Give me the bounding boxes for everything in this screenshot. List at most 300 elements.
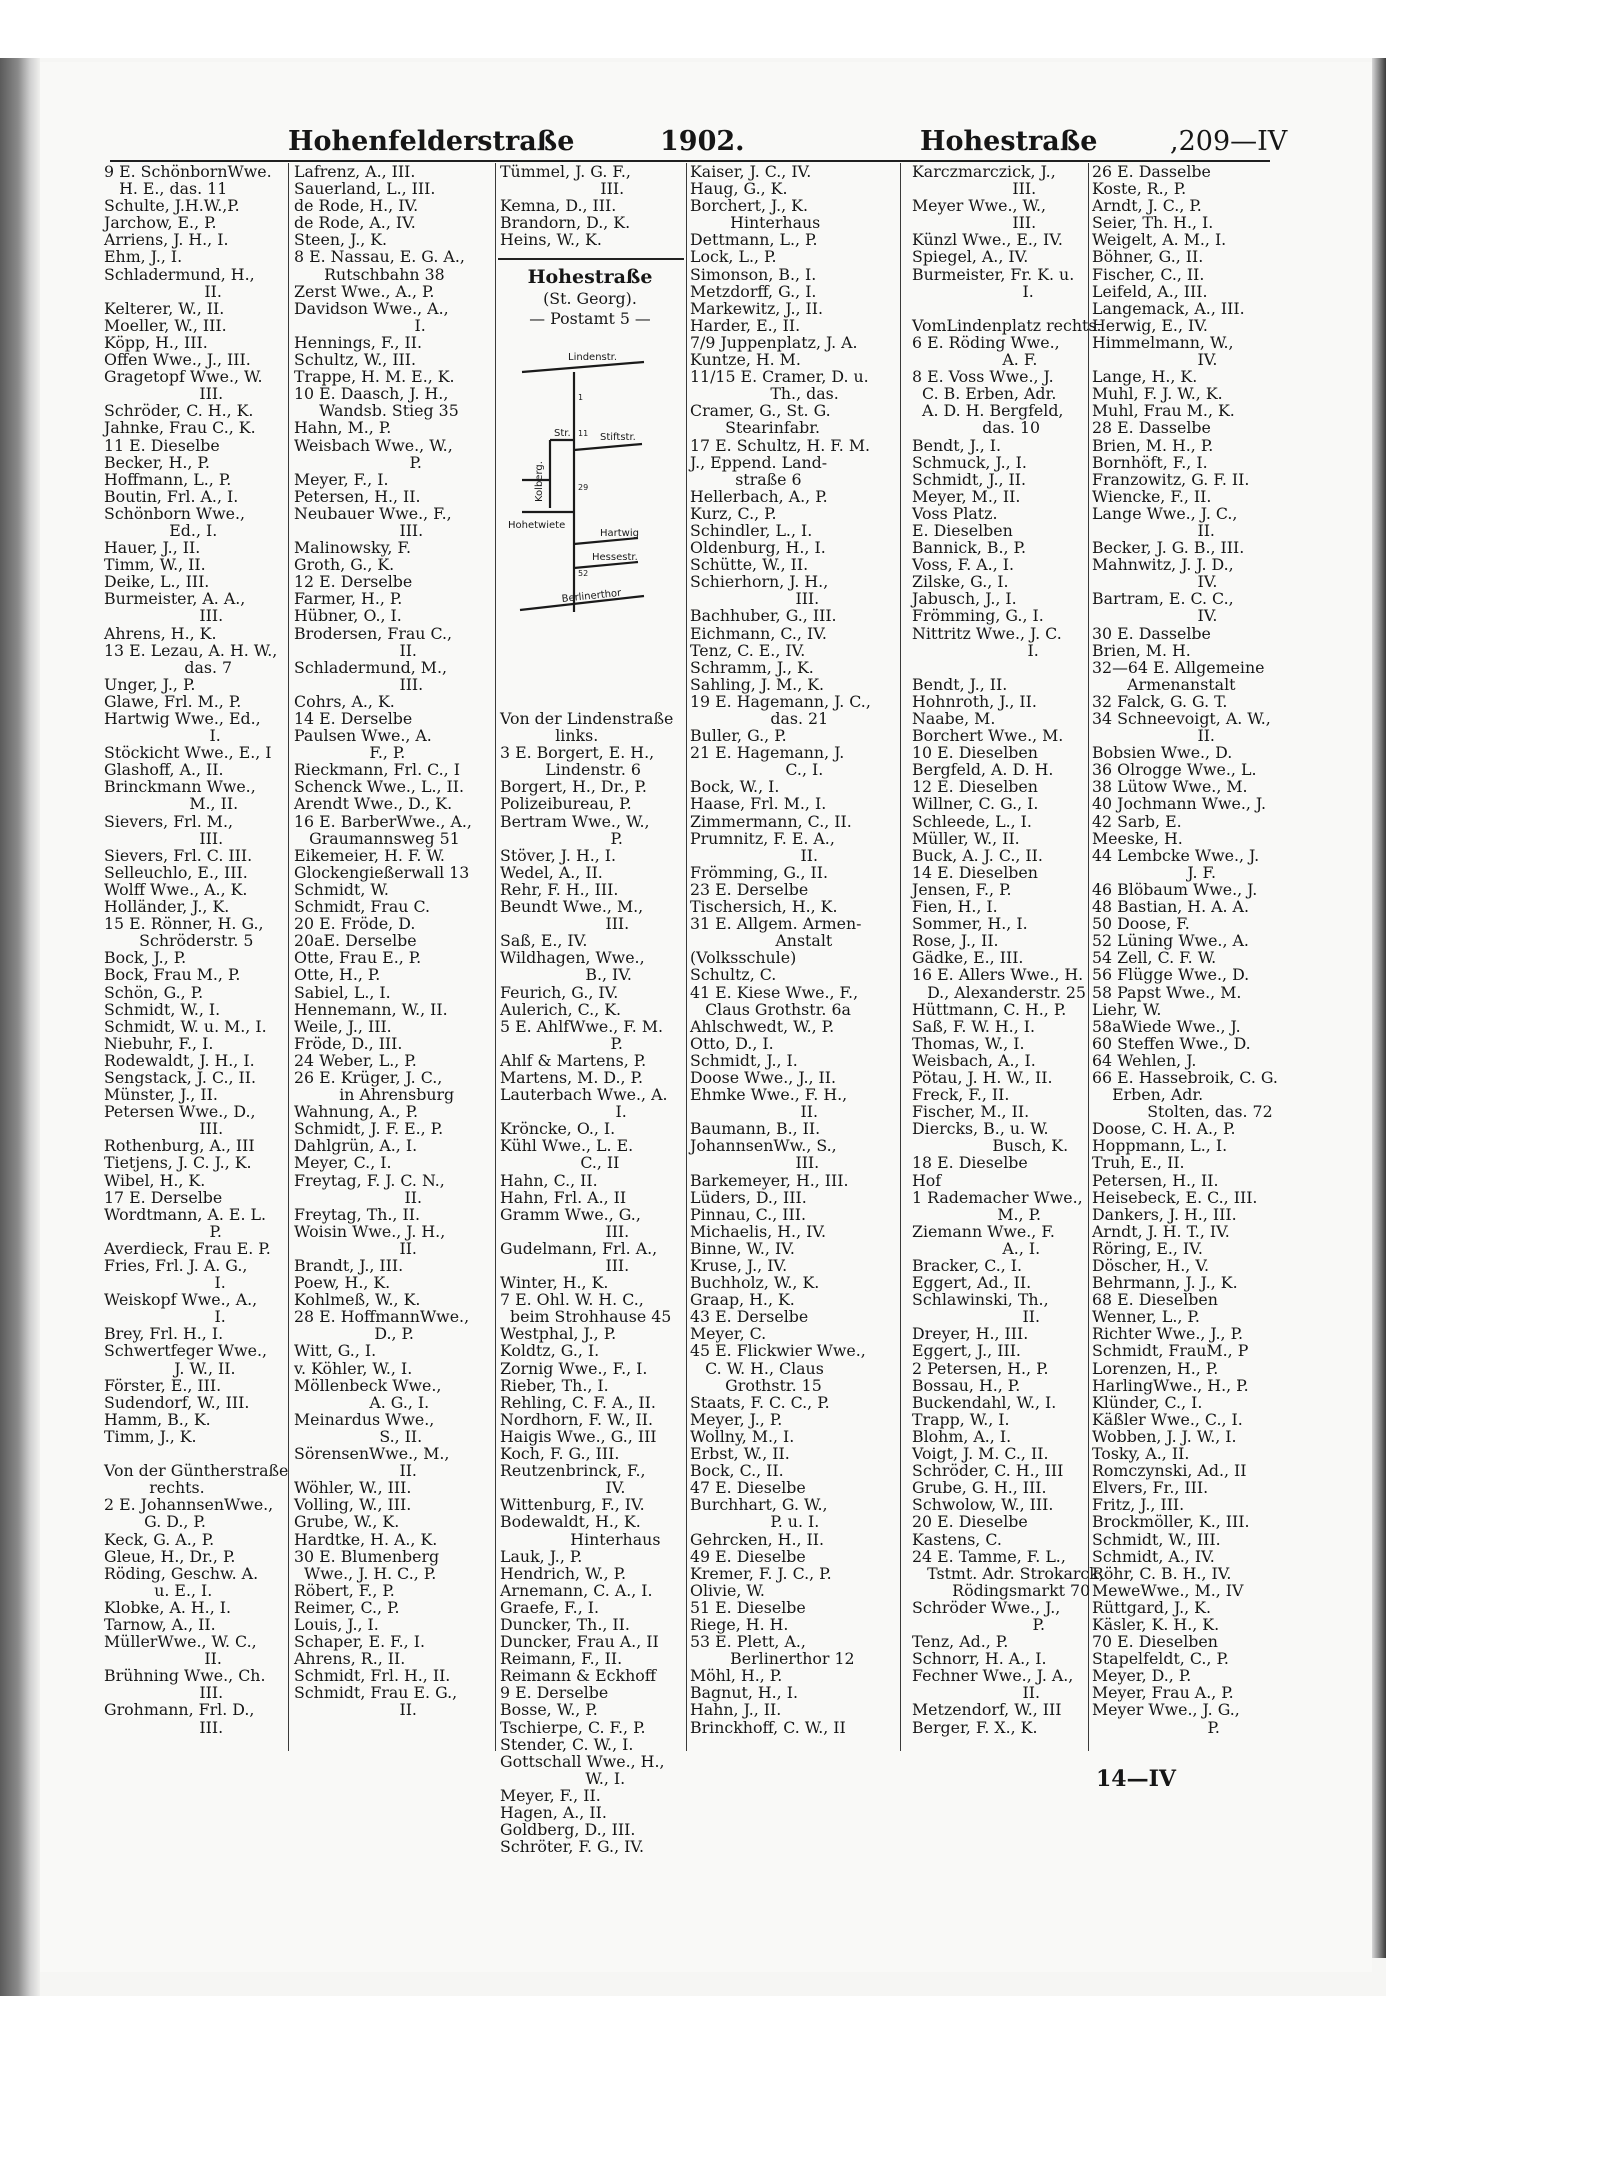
directory-entry-line: Cohrs, A., K. (294, 691, 395, 711)
directory-entry-line: Brodersen, Frau C., (294, 623, 453, 643)
directory-entry-line: Graefe, F., I. (500, 1597, 600, 1617)
directory-column-6 (1092, 163, 1282, 1736)
directory-entry-line: 64 Wehlen, J. (1092, 1050, 1197, 1070)
directory-entry-line: Gramm Wwe., G., (500, 1204, 641, 1224)
directory-entry-line: Stöckicht Wwe., E., I (104, 743, 272, 763)
directory-entry-line: Arndt, J. C., P. (1092, 196, 1202, 216)
directory-entry-line: Schwolow, W., III. (912, 1495, 1054, 1515)
directory-entry-line: Schierhorn, J. H., (690, 572, 829, 592)
directory-entry-line: Reimann, F., II. (500, 1649, 623, 1669)
directory-entry-line: Stender, C. W., I. (500, 1734, 634, 1754)
directory-entry-line: Lorenzen, H., P. (1092, 1358, 1219, 1378)
directory-entry-line: III. (500, 1221, 630, 1241)
directory-entry-line: M., P. (912, 1204, 1042, 1224)
directory-entry-line: Lock, L., P. (690, 247, 777, 267)
directory-entry-line: Förster, E., III. (104, 1375, 222, 1395)
directory-entry-line: Schleede, L., I. (912, 811, 1032, 831)
directory-entry-line: links. (500, 726, 599, 746)
directory-entry-line: 41 E. Kiese Wwe., F., (690, 982, 859, 1002)
directory-entry-line: Naabe, M. (912, 709, 996, 728)
directory-entry-line: G. D., P. (104, 1512, 206, 1532)
map-house-number: 11 (578, 429, 589, 438)
footer-page-code: 14—IV (1096, 1766, 1176, 1792)
map-label-str: Str. (554, 428, 571, 439)
directory-entry-line: 23 E. Derselbe (690, 879, 809, 899)
map-label-hartwig: Hartwig (600, 528, 639, 539)
street-heading-block (500, 265, 680, 329)
directory-entry-line: Stapelfeldt, C., P. (1092, 1649, 1229, 1669)
directory-entry-line: 58 Papst Wwe., M. (1092, 982, 1242, 1002)
directory-entry-line: Tietjens, J. C. J., K. (104, 1153, 252, 1173)
directory-entry-line: Voigt, J. M. C., II. (912, 1444, 1049, 1464)
directory-entry-line: Busch, K. (912, 1136, 1069, 1156)
directory-entry-line: 50 Doose, F. (1092, 914, 1190, 934)
directory-entry-line: 26 E. Krüger, J. C., (294, 1067, 443, 1087)
directory-entry-line: 24 E. Tamme, F. L., (912, 1546, 1066, 1566)
directory-entry-line: Brien, M. H. (1092, 640, 1191, 660)
page-edge-shadow (1372, 58, 1386, 1958)
directory-entry-line: Gudelmann, Frl. A., (500, 1238, 658, 1258)
directory-entry-line: Wollny, M., I. (690, 1426, 795, 1446)
directory-entry-line: 38 Lütow Wwe., M. (1092, 777, 1248, 797)
directory-entry-line: Wobben, J. J. W., I. (1092, 1426, 1237, 1446)
directory-entry-line: Schladermund, M., (294, 657, 448, 677)
directory-entry-line: Tenz, C. E., IV. (690, 640, 806, 660)
directory-entry-line: Arendt Wwe., D., K. (294, 794, 453, 814)
directory-entry-line: Arndt, J. H. T., IV. (1092, 1221, 1230, 1241)
directory-entry-line: Poew, H., K. (294, 1273, 391, 1293)
street-heading-postamt: — Postamt 5 — (529, 309, 651, 328)
directory-entry-line: II. (690, 1102, 818, 1122)
directory-entry-line: IV. (1092, 350, 1218, 370)
directory-entry-line: Saß, F. W. H., I. (912, 1016, 1035, 1036)
directory-entry-line: Kröncke, O., I. (500, 1119, 616, 1139)
directory-entry-line: 5 E. AhlfWwe., F. M. (500, 1016, 664, 1036)
directory-entry-line: Bock, W., I. (690, 777, 780, 797)
directory-entry-line: Burchhart, G. W., (690, 1495, 828, 1515)
directory-entry-line: 30 E. Dasselbe (1092, 623, 1211, 643)
directory-entry-line: P. (1092, 1717, 1220, 1737)
directory-entry-line: Diercks, B., u. W. (912, 1119, 1049, 1139)
directory-entry-line: Spiegel, A., IV. (912, 247, 1029, 267)
directory-entry-line: Koldtz, G., I. (500, 1341, 600, 1361)
directory-entry-line: Käßler Wwe., C., I. (1092, 1409, 1243, 1429)
directory-entry-line: Tenz, Ad., P. (912, 1632, 1009, 1652)
directory-entry-line: Hoffmann, L., P. (104, 469, 232, 489)
directory-column-2 (294, 163, 494, 1719)
directory-entry-line: 12 E. Dieselben (912, 777, 1038, 797)
directory-entry-line: J. F. (1092, 862, 1217, 882)
directory-entry-line: Richter Wwe., J., P. (1092, 1324, 1244, 1344)
directory-entry-line: Glockengießerwall 13 (294, 862, 470, 882)
directory-entry-line: Grube, W., K. (294, 1512, 400, 1532)
directory-entry-line: Muhl, F. J. W., K. (1092, 384, 1223, 404)
directory-entry-line: Weisbach Wwe., W., (294, 435, 453, 455)
directory-entry-line: Olivie, W. (690, 1580, 765, 1600)
directory-entry-line: Eichmann, C., IV. (690, 623, 827, 643)
directory-entry-line: Herwig, E., IV. (1092, 315, 1208, 335)
directory-entry-line: Freytag, Th., II. (294, 1204, 420, 1224)
directory-entry-line: Petersen, H., II. (294, 486, 421, 506)
directory-entry-line: Rose, J., II. (912, 931, 999, 951)
directory-entry-line: 7 E. Ohl. W. H. C., (500, 1290, 644, 1310)
directory-entry-line: 13 E. Lezau, A. H. W., (104, 640, 278, 660)
directory-entry-line: Gottschall Wwe., H., (500, 1751, 665, 1771)
directory-entry-line: Hamm, B., K. (104, 1409, 211, 1429)
directory-entry-line: Deike, L., III. (104, 572, 210, 592)
directory-entry-line (104, 1445, 264, 1462)
directory-entry-line: 43 E. Derselbe (690, 1307, 809, 1327)
directory-entry-line: Staats, F. C. C., P. (690, 1392, 830, 1412)
directory-entry-line: Berlinerthor 12 (690, 1649, 855, 1669)
directory-entry-line: 16 E. Allers Wwe., H. (912, 965, 1084, 985)
directory-entry-line: III. (690, 589, 820, 609)
directory-entry-line: Truh, E., II. (1092, 1153, 1185, 1173)
directory-entry-line: Borchert, J., K. (690, 196, 808, 216)
directory-entry-line: Meyer, M., II. (912, 486, 1021, 506)
directory-entry-line: 8 E. Nassau, E. G. A., (294, 247, 465, 267)
directory-entry-line: Dahlgrün, A., I. (294, 1136, 418, 1156)
directory-entry-line: 9 E. SchönbornWwe. (104, 162, 272, 181)
directory-entry-line: Th., das. (690, 384, 839, 404)
directory-entry-line: Glawe, Frl. M., P. (104, 691, 242, 711)
directory-entry-line: 45 E. Flickwier Wwe., (690, 1341, 866, 1361)
directory-entry-line: Markewitz, J., II. (690, 298, 824, 318)
directory-entry-line: Glashoff, A., II. (104, 760, 224, 780)
directory-entry-line: 47 E. Dieselbe (690, 1478, 806, 1498)
directory-entry-line: Fien, H., I. (912, 897, 998, 917)
directory-entry-line: 17 E. Schultz, H. F. M. (690, 435, 871, 455)
directory-entry-line: Schütte, W., II. (690, 555, 809, 575)
directory-entry-line (912, 659, 1092, 676)
directory-entry-line: Hendrich, W., P. (500, 1563, 627, 1583)
map-label-kolberg: Kolberg. (534, 461, 545, 502)
directory-entry-line: Arriens, J. H., I. (104, 230, 229, 250)
directory-entry-line: Sievers, Frl. M., (104, 811, 234, 831)
directory-entry-line: Barkemeyer, H., III. (690, 1170, 849, 1190)
directory-entry-line: Schmidt, Frl. H., II. (294, 1666, 451, 1686)
directory-entry-line: Brien, M. H., P. (1092, 435, 1214, 455)
directory-entry-line: Kühl Wwe., L. E. (500, 1136, 634, 1156)
book-gutter-shadow (0, 58, 40, 1996)
directory-entry-line: Ahrens, H., K. (104, 623, 217, 643)
directory-entry-line: Röring, E., IV. (1092, 1238, 1203, 1258)
directory-entry-line: Schönborn Wwe., (104, 503, 246, 523)
directory-entry-line: B., IV. (500, 965, 632, 985)
directory-entry-line: Bodewaldt, H., K. (500, 1512, 641, 1532)
directory-entry-line: III. (104, 828, 224, 848)
directory-entry-line: Haug, G., K. (690, 179, 788, 199)
directory-entry-line: Trappe, H. M. E., K. (294, 367, 455, 387)
directory-entry-line: MeweWwe., M., IV (1092, 1580, 1244, 1600)
directory-entry-line: Wöhler, W., III. (294, 1478, 412, 1498)
directory-entry-line: IV. (500, 1478, 626, 1498)
directory-entry-line: Bornhöft, F., I. (1092, 452, 1208, 472)
directory-entry-line: Rödingsmarkt 70 (912, 1580, 1091, 1600)
directory-entry-line: I. (912, 640, 1039, 660)
column-divider (495, 163, 496, 1751)
directory-entry-line: Bachhuber, G., III. (690, 606, 837, 626)
directory-entry-line: Münster, J., II. (104, 1085, 218, 1105)
directory-entry-line: Heisebeck, E. C., III. (1092, 1187, 1258, 1207)
directory-entry-line: Otto, D., I. (690, 1033, 774, 1053)
directory-entry-line: Riege, H. H. (690, 1614, 789, 1634)
directory-entry-line: Metzdorff, G., I. (690, 281, 817, 301)
directory-entry-line: Winter, H., K. (500, 1273, 609, 1293)
directory-entry-line: Bendt, J., II. (912, 674, 1008, 694)
directory-entry-line: Sahling, J. M., K. (690, 674, 825, 694)
directory-entry-line: Meyer, C. (690, 1324, 767, 1344)
directory-entry-line: 26 E. Dasselbe (1092, 162, 1211, 181)
directory-entry-line: Wibel, H., K. (104, 1170, 206, 1190)
directory-entry-line: S., II. (294, 1426, 423, 1446)
directory-entry-line: Prumnitz, F. E. A., (690, 828, 835, 848)
directory-entry-line: 19 E. Hagemann, J. C., (690, 691, 871, 711)
directory-entry-line: Voss Platz. (912, 503, 998, 523)
directory-entry-line: Reimann & Eckhoff (500, 1666, 657, 1686)
directory-entry-line: Kemna, D., III. (500, 196, 617, 216)
directory-entry-line: 7/9 Juppenplatz, J. A. (690, 332, 858, 352)
directory-entry-line: Kurz, C., P. (690, 503, 777, 523)
directory-entry-line: Möllenbeck Wwe., (294, 1375, 442, 1395)
directory-entry-line: Unger, J., P. (104, 674, 196, 694)
map-house-number: 52 (578, 569, 589, 578)
directory-entry-line: Harder, E., II. (690, 315, 801, 335)
map-house-number: 1 (578, 393, 584, 402)
directory-entry-line: Eikemeier, H. F. W. (294, 845, 445, 865)
directory-entry-line: Bertram Wwe., W., (500, 811, 650, 831)
directory-entry-line: Cramer, G., St. G. (690, 401, 831, 421)
map-label-hohetwiete: Hohetwiete (508, 520, 566, 531)
directory-entry-line: 31 E. Allgem. Armen- (690, 914, 862, 934)
directory-entry-line: Schulte, J.H.W.,P. (104, 196, 240, 216)
directory-entry-line: Groth, G., K. (294, 555, 395, 575)
directory-entry-line: 60 Steffen Wwe., D. (1092, 1033, 1251, 1053)
directory-entry-line: Fischer, M., II. (912, 1102, 1030, 1122)
header-right-street: Hohestraße (920, 126, 1098, 157)
directory-entry-line: Petersen, H., II. (1092, 1170, 1219, 1190)
directory-entry-line: Schröderstr. 5 (104, 931, 254, 951)
directory-entry-line: Beundt Wwe., M., (500, 897, 644, 917)
directory-entry-line: de Rode, H., IV. (294, 196, 419, 216)
directory-entry-line: Hahn, M., P. (294, 418, 392, 438)
directory-entry-line: 66 E. Hassebroik, C. G. (1092, 1067, 1278, 1087)
directory-entry-line: Bendt, J., I. (912, 435, 1002, 455)
directory-entry-line: Schenck Wwe., L., II. (294, 777, 465, 797)
directory-entry-line: Jahnke, Frau C., K. (104, 418, 256, 438)
directory-entry-line: I. (500, 1102, 627, 1122)
directory-entry-line: v. Köhler, W., I. (294, 1358, 413, 1378)
directory-entry-line: Trapp, W., I. (912, 1409, 1010, 1429)
directory-entry-line: Tstmt. Adr. Strokarck, (912, 1563, 1104, 1583)
directory-entry-line: 2 Petersen, H., P. (912, 1358, 1049, 1378)
directory-entry-line: Schmidt, A., IV. (1092, 1546, 1215, 1566)
directory-entry-line: Oldenburg, H., I. (690, 538, 826, 558)
directory-column-1 (104, 162, 289, 1737)
street-map (502, 340, 680, 630)
directory-entry-line: Meyer, Frau A., P. (1092, 1683, 1234, 1703)
directory-entry-line: Schmidt, Frau E. G., (294, 1683, 458, 1703)
directory-entry-line: Willner, C. G., I. (912, 794, 1039, 814)
directory-entry-line: 42 Sarb, E. (1092, 811, 1182, 831)
directory-entry-line: 58aWiede Wwe., J. (1092, 1016, 1241, 1036)
directory-entry-line: 24 Weber, L., P. (294, 1050, 417, 1070)
directory-entry-line: Voss, F. A., I. (912, 555, 1015, 575)
directory-entry-line: beim Strohhause 45 (500, 1307, 672, 1327)
directory-entry-line: Selleuchlo, E., III. (104, 862, 248, 882)
directory-entry-line: 68 E. Dieselben (1092, 1290, 1218, 1310)
directory-entry-line: Louis, J., I. (294, 1614, 379, 1634)
directory-entry-line: II. (912, 1683, 1040, 1703)
directory-entry-line: I. (104, 1307, 226, 1327)
directory-entry-line: Gleue, H., Dr., P. (104, 1546, 236, 1566)
directory-entry-line: Timm, W., II. (104, 555, 206, 575)
directory-entry-line (500, 642, 686, 659)
directory-entry-line: Jabusch, J., I. (912, 589, 1017, 609)
directory-entry-line: Meyer Wwe., J. G., (1092, 1700, 1240, 1720)
directory-entry-line: Heins, W., K. (500, 230, 602, 250)
directory-entry-line: Nittritz Wwe., J. C. (912, 623, 1062, 643)
directory-entry-line: Ahlschwedt, W., P. (690, 1016, 835, 1036)
directory-entry-line: 54 Zell, C. F. W. (1092, 948, 1217, 968)
directory-entry-line: Schlawinski, Th., (912, 1290, 1049, 1310)
directory-entry-line: Von der Güntherstraße (104, 1461, 289, 1481)
directory-entry-line: Tschierpe, C. F., P. (500, 1717, 646, 1737)
directory-entry-line: Doose Wwe., J., II. (690, 1067, 837, 1087)
directory-entry-line: 28 E. Dasselbe (1092, 418, 1211, 438)
directory-entry-line: Röbert, F., P. (294, 1580, 395, 1600)
directory-entry-line: 14 E. Derselbe (294, 709, 413, 728)
directory-entry-line: Sabiel, L., I. (294, 982, 391, 1002)
directory-entry-line: Thomas, W., I. (912, 1033, 1025, 1053)
directory-entry-line: P. (500, 1033, 623, 1053)
directory-entry-line: Bock, C., II. (690, 1461, 784, 1481)
directory-entry-line: Wiencke, F., II. (1092, 486, 1212, 506)
directory-entry-line: Schmidt, FrauM., P (1092, 1341, 1249, 1361)
directory-entry-line: J. W., II. (104, 1358, 236, 1378)
directory-entry-line: Himmelmann, W., (1092, 332, 1234, 352)
directory-entry-line: Hof (912, 1170, 942, 1190)
directory-entry-line: 44 Lembcke Wwe., J. (1092, 845, 1260, 865)
directory-entry-line: 46 Blöbaum Wwe., J. (1092, 879, 1258, 899)
street-heading-district: (St. Georg). (543, 289, 637, 308)
directory-entry-line: Otte, Frau E., P. (294, 948, 422, 968)
directory-entry-line: Hohnroth, J., II. (912, 691, 1037, 711)
directory-entry-line: Becker, J. G. B., III. (1092, 538, 1245, 558)
directory-entry-line: Lange Wwe., J. C., (1092, 503, 1238, 523)
directory-entry-line: Meyer, J., P. (690, 1409, 783, 1429)
directory-entry-line: Mahnwitz, J. J. D., (1092, 555, 1234, 575)
directory-entry-line: Ehm, J., I. (104, 247, 183, 267)
directory-entry-line: 3 E. Borgert, E. H., (500, 743, 655, 763)
directory-entry-line: Michaelis, H., IV. (690, 1221, 827, 1241)
directory-entry-line (500, 659, 686, 676)
directory-entry-line: II. (294, 1187, 422, 1207)
directory-entry-line: Klünder, C., I. (1092, 1392, 1203, 1412)
directory-entry-line: III. (912, 179, 1037, 199)
directory-entry-line: Jensen, F., P. (912, 879, 1012, 899)
directory-entry-line: Seier, Th. H., I. (1092, 213, 1214, 233)
directory-entry-line: Bock, Frau M., P. (104, 965, 241, 985)
directory-entry-line: Wordtmann, A. E. L. (104, 1204, 267, 1224)
directory-entry-line: Brühning Wwe., Ch. (104, 1666, 266, 1686)
directory-entry-line: Sudendorf, W., III. (104, 1392, 250, 1412)
directory-entry-line: Davidson Wwe., A., (294, 298, 449, 318)
directory-entry-line: P. u. I. (690, 1512, 820, 1532)
directory-entry-line: Dankers, J. H., III. (1092, 1204, 1237, 1224)
directory-entry-line: Hennings, F., II. (294, 332, 423, 352)
directory-entry-line: Fechner Wwe., J. A., (912, 1666, 1074, 1686)
directory-entry-line: Rehr, F. H., III. (500, 879, 619, 899)
column-divider (686, 163, 687, 1751)
directory-entry-line: P. (294, 452, 422, 472)
directory-entry-line: III. (500, 914, 630, 934)
directory-entry-line: Leifeld, A., III. (1092, 281, 1208, 301)
directory-entry-line: Bock, J., P. (104, 948, 187, 968)
directory-entry-line: A., I. (912, 1238, 1041, 1258)
directory-entry-line: Lange, H., K. (1092, 367, 1198, 387)
directory-entry-line: II. (1092, 520, 1215, 540)
directory-entry-line: Schön, G., P. (104, 982, 204, 1002)
directory-entry-line: Saß, E., IV. (500, 931, 588, 951)
directory-entry-line: II. (690, 845, 818, 865)
directory-entry-line: Schmuck, J., I. (912, 452, 1027, 472)
directory-entry-line: Wildhagen, Wwe., (500, 948, 645, 968)
directory-entry-line: Rothenburg, A., III (104, 1136, 255, 1156)
directory-entry-line: de Rode, A., IV. (294, 213, 416, 233)
directory-entry-line: Simonson, B., I. (690, 264, 817, 284)
directory-entry-line: Becker, H., P. (104, 452, 210, 472)
directory-entry-line: Eggert, Ad., II. (912, 1273, 1032, 1293)
directory-entry-line: Lauterbach Wwe., A. (500, 1085, 668, 1105)
directory-entry-line: Kuntze, H. M. (690, 350, 801, 370)
directory-entry-line: Schmidt, W., I. (104, 999, 221, 1019)
directory-entry-line: Arnemann, C. A., I. (500, 1580, 653, 1600)
directory-entry-line: Volling, W., III. (294, 1495, 412, 1515)
directory-entry-line: II. (294, 640, 417, 660)
directory-entry-line: 51 E. Dieselbe (690, 1597, 806, 1617)
directory-entry-line: Wenner, L., P. (1092, 1307, 1200, 1327)
directory-entry-line: Borchert Wwe., M. (912, 726, 1064, 746)
directory-entry-line: Bracker, C., I. (912, 1256, 1023, 1275)
directory-entry-line: Eggert, J., III. (912, 1341, 1021, 1361)
directory-entry-line: Schröder Wwe., J., (912, 1597, 1061, 1617)
directory-entry-line: 14 E. Dieselben (912, 862, 1038, 882)
directory-entry-line: Blohm, A., I. (912, 1426, 1012, 1446)
directory-entry-line: Reimer, C., P. (294, 1597, 400, 1617)
directory-entry-line: D., Alexanderstr. 25 (912, 982, 1086, 1002)
directory-entry-line: SörensenWwe., M., (294, 1444, 450, 1464)
directory-entry-line: Von der Lindenstraße (500, 709, 674, 728)
directory-entry-line: Tarnow, A., II. (104, 1614, 216, 1634)
directory-entry-line: Röhr, C. B. H., IV. (1092, 1563, 1232, 1583)
directory-entry-line: 32—64 E. Allgemeine (1092, 657, 1265, 677)
directory-entry-line: I. (104, 726, 221, 746)
directory-entry-line: Aulerich, C., K. (500, 999, 622, 1019)
directory-entry-line: Wahnung, A., P. (294, 1102, 419, 1122)
directory-entry-line: Schramm, J., K. (690, 657, 814, 677)
directory-entry-line: Gragetopf Wwe., W. (104, 367, 263, 387)
directory-entry-line: Jarchow, E., P. (104, 213, 217, 233)
directory-entry-line: Steen, J., K. (294, 230, 388, 250)
directory-entry-line: Pötau, J. H. W., II. (912, 1067, 1053, 1087)
directory-entry-line: 36 Olrogge Wwe., L. (1092, 760, 1257, 780)
directory-entry-line: Brandorn, D., K. (500, 213, 631, 233)
directory-entry-line: Metzendorf, W., III (912, 1700, 1062, 1720)
directory-entry-line: Schaper, E. F., I. (294, 1632, 425, 1652)
directory-entry-line: Otte, H., P. (294, 965, 381, 985)
directory-entry-line: Hüttmann, C. H., P. (912, 999, 1067, 1019)
